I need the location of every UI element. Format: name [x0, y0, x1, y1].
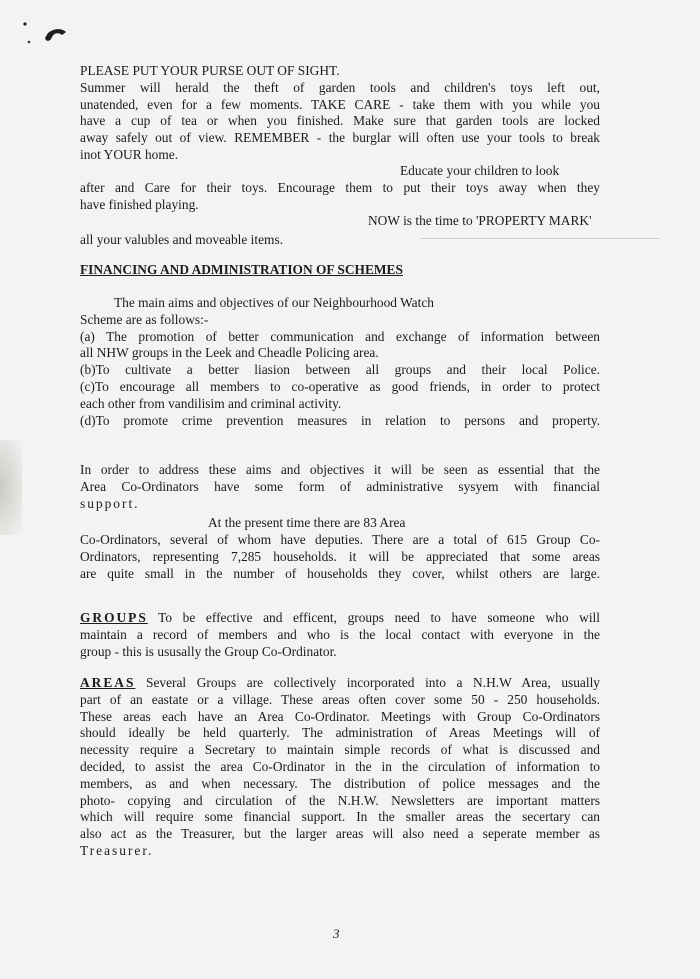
- children-paragraph: [80, 163, 600, 213]
- text-line: are quite small in the number of households they cover, whilst others are large.: [80, 565, 600, 581]
- text-line: unatended, even for a few moments. TAKE CARE - take them with you while you: [80, 96, 600, 112]
- text-line: have finished playing.: [80, 196, 199, 212]
- text-line: members, as and when necessary. The distribution of police messages and the: [80, 775, 600, 791]
- scan-mark-icon: [18, 18, 78, 52]
- text-line: NOW is the time to 'PROPERTY MARK': [368, 213, 592, 228]
- text-line: Co-Ordinators, several of whom have deputies. There are a total of 615 Group Co-: [80, 532, 600, 548]
- groups-lead: GROUPS: [80, 610, 148, 625]
- text-line: To be effective and efficent, groups need to have someone who will: [147, 610, 600, 625]
- text-line: after and Care for their toys. Encourage them to put their toys away when they: [80, 179, 600, 195]
- text-line: Ordinators, representing 7,285 households. it will be appreciated that some areas: [80, 548, 600, 564]
- text-line: Several Groups are collectively incorporated into a N.H.W Area, usually: [135, 675, 600, 690]
- text-line: inot YOUR home.: [80, 146, 179, 162]
- aims-paragraph: [80, 295, 600, 429]
- purse-paragraph: [80, 63, 600, 164]
- text-line: also act as the Treasurer, but the larger areas will also need a seperate member as: [80, 826, 600, 842]
- purse-title: PLEASE PUT YOUR PURSE OUT OF SIGHT.: [80, 63, 340, 78]
- text-line: photo- copying and circulation of the N.H.W. Newsletters are important matters: [80, 792, 600, 808]
- text-line: Area Co-Ordinators have some form of administrative sysyem with financial: [80, 478, 600, 494]
- list-item: (a) The promotion of better communication and exchange of information between: [80, 328, 600, 344]
- text-line: should ideally be held quarterly. The administration of Areas Meetings will of: [80, 725, 600, 741]
- section-heading: FINANCING AND ADMINISTRATION OF SCHEMES: [80, 262, 403, 277]
- text-line: support.: [80, 495, 140, 511]
- text-line: maintain a record of members and who is the local contact with everyone in the: [80, 626, 600, 642]
- groups-paragraph: [80, 610, 600, 660]
- text-line: Treasurer.: [80, 842, 154, 858]
- text-line: all NHW groups in the Leek and Cheadle Policing area.: [80, 345, 379, 361]
- text-line: Summer will herald the theft of garden tools and children's toys left out,: [80, 79, 600, 95]
- property-mark-paragraph: [80, 213, 600, 249]
- text-line: These areas each have an Area Co-Ordinator. Meetings with Group Co-Ordinators: [80, 708, 600, 724]
- text-line: necessity require a Secretary to maintain simple records of what is discussed and: [80, 742, 600, 758]
- text-line: all your valubles and moveable items.: [80, 231, 284, 247]
- text-line: Scheme are as follows:-: [80, 311, 209, 327]
- text-line: which will require some financial support. In the smaller areas the secertary can: [80, 809, 600, 825]
- address-paragraph: [80, 462, 600, 583]
- text-line: Educate your children to look: [400, 163, 560, 178]
- areas-paragraph: [80, 675, 600, 860]
- text-line: away safely out of view. REMEMBER - the burglar will often use your tools to break: [80, 130, 600, 146]
- text-line: decided, to assist the area Co-Ordinator in the in the circulation of information to: [80, 758, 600, 774]
- binding-shadow: [0, 440, 22, 535]
- page-number: 3: [333, 926, 340, 941]
- text-line: In order to address these aims and objectives it will be seen as essential that the: [80, 462, 600, 477]
- text-line: each other from vandilisim and criminal activity.: [80, 395, 342, 411]
- text-line: have a cup of tea or when you finished. Make sure that garden tools are locked: [80, 113, 600, 129]
- text-line: part of an eastate or a village. These areas often cover some 50 - 250 households.: [80, 691, 600, 707]
- list-item: (d)To promote crime prevention measures in relation to persons and property.: [80, 412, 600, 428]
- list-item: (b)To cultivate a better liasion between all groups and their local Police.: [80, 362, 600, 378]
- areas-lead: AREAS: [80, 675, 136, 690]
- text-line: At the present time there are 83 Area: [208, 515, 406, 531]
- text-line: group - this is ususally the Group Co-Ordinator.: [80, 643, 337, 659]
- list-item: (c)To encourage all members to co-operative as good friends, in order to protect: [80, 378, 600, 394]
- text-line: The main aims and objectives of our Neighbourhood Watch: [114, 295, 434, 310]
